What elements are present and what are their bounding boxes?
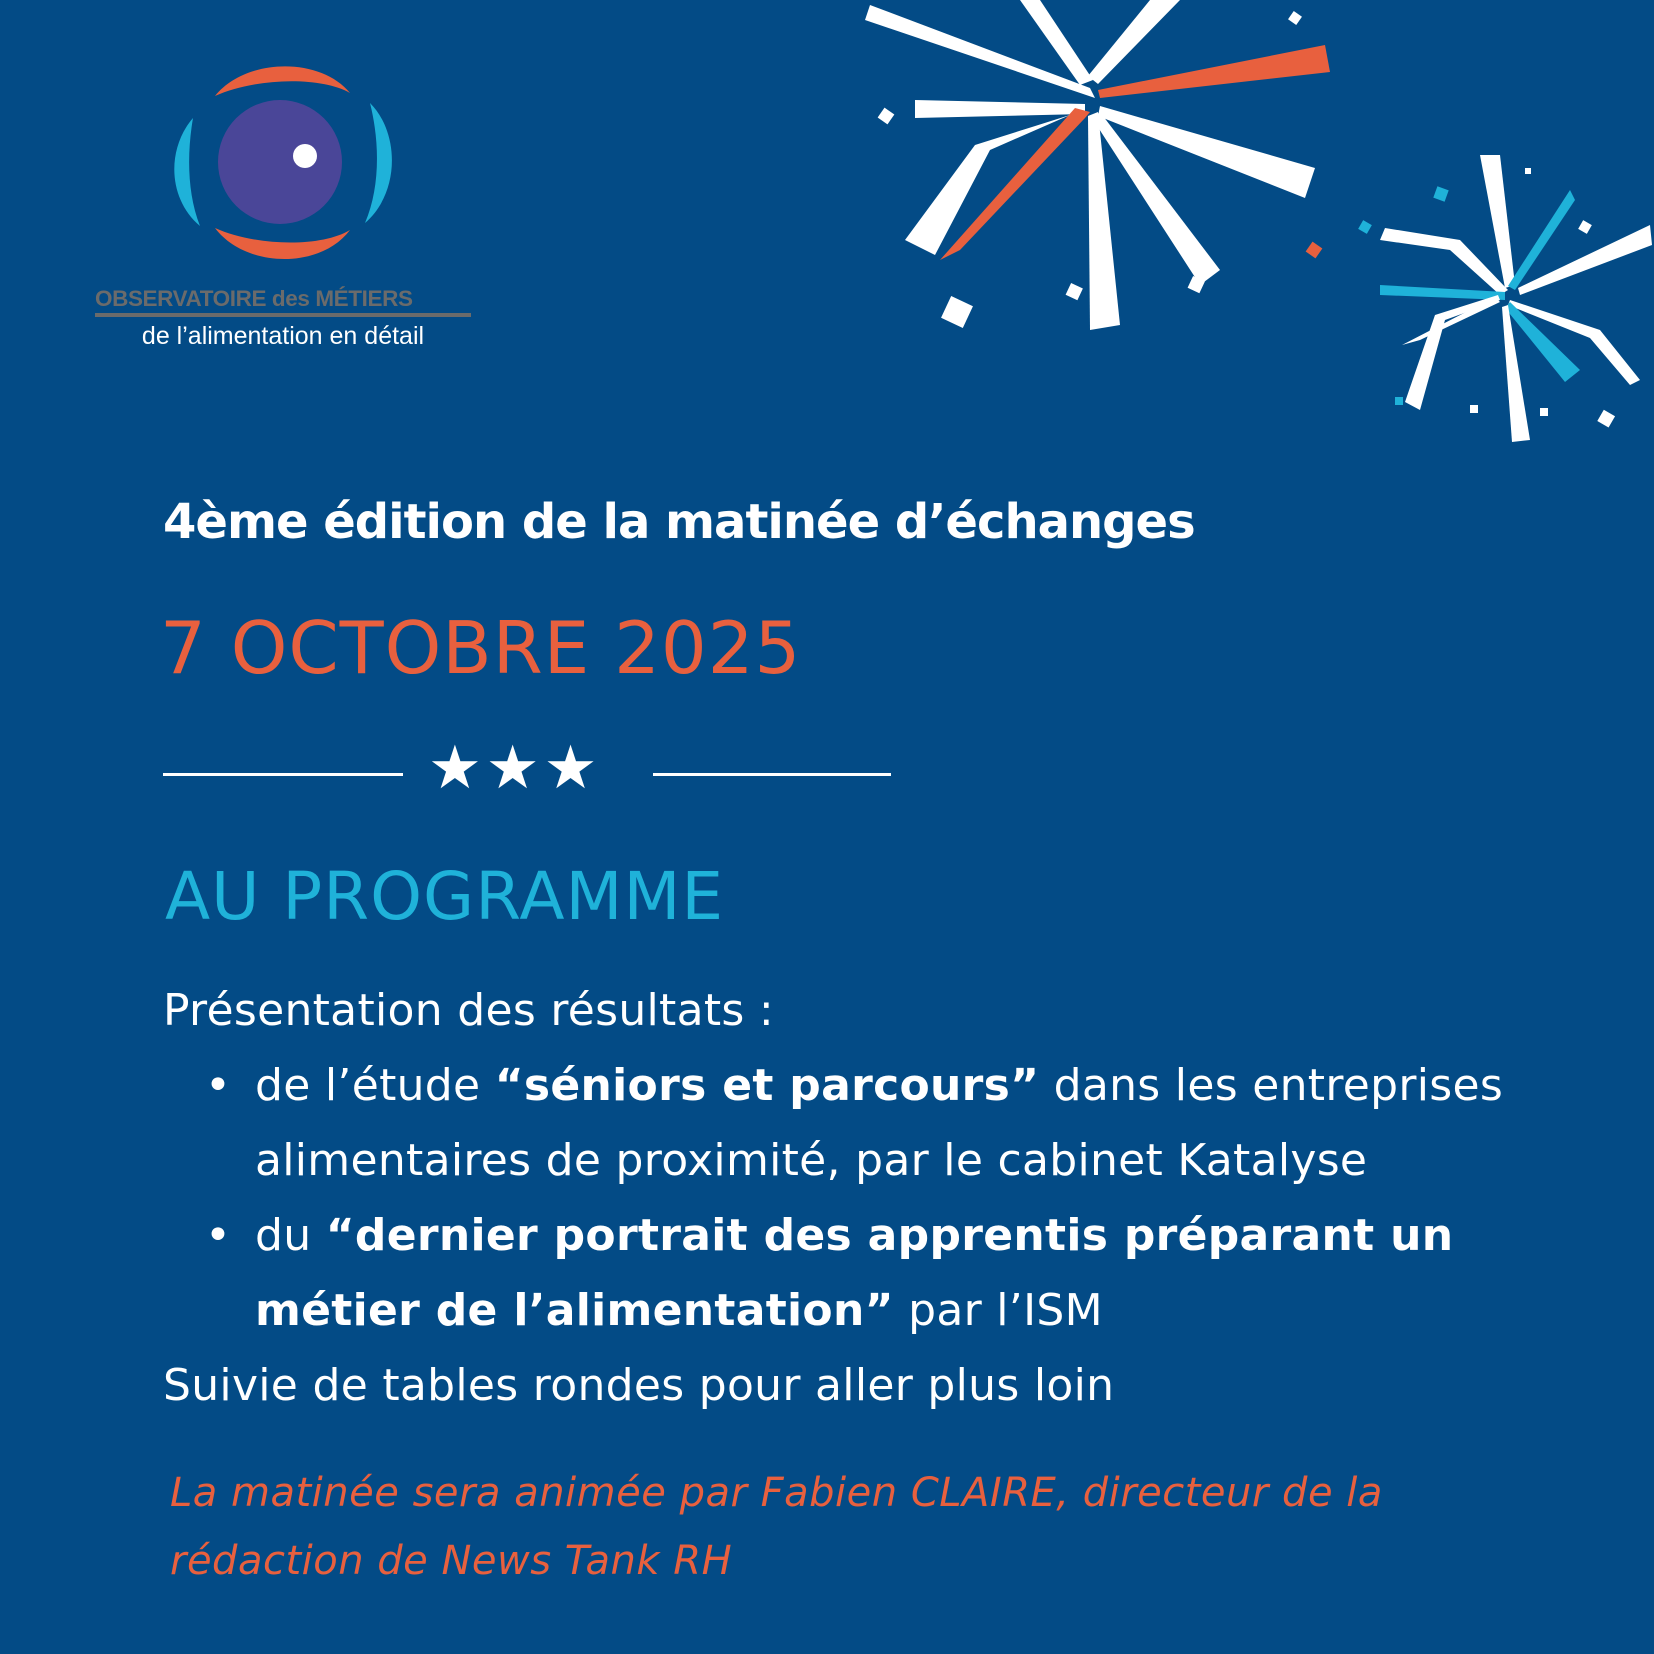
- program-intro: Présentation des résultats :: [163, 985, 775, 1036]
- followup-text: Suivie de tables rondes pour aller plus loin: [163, 1360, 1115, 1411]
- firework-large: [865, 0, 1330, 330]
- event-date: 7 OCTOBRE 2025: [160, 606, 802, 690]
- bullet-dot-icon: •: [205, 1060, 232, 1111]
- bullet-1-line-2: alimentaires de proximité, par le cabinet Katalyse: [255, 1135, 1368, 1186]
- bullet-2-study-title-cont: métier de l’alimentation”: [255, 1285, 894, 1336]
- section-heading: AU PROGRAMME: [165, 858, 725, 935]
- divider-right: [653, 773, 891, 776]
- bullet-2-text-pre: du: [255, 1210, 326, 1261]
- stars-icon: ★★★: [428, 733, 602, 803]
- event-title: 4ème édition de la matinée d’échanges: [163, 494, 1195, 550]
- bullet-dot-icon: •: [205, 1210, 232, 1261]
- logo-name: OBSERVATOIRE des MÉTIERS: [95, 286, 413, 311]
- divider-left: [163, 773, 403, 776]
- host-line-2: rédaction de News Tank RH: [170, 1538, 733, 1584]
- bullet-2-text-post: par l’ISM: [893, 1285, 1103, 1336]
- firework-small: [1358, 155, 1652, 442]
- bullet-2-line-2: [255, 1285, 1103, 1336]
- bullet-item-1: [255, 1060, 1503, 1111]
- bullet-1-text-post: dans les entreprises: [1039, 1060, 1504, 1111]
- host-line-1: La matinée sera animée par Fabien CLAIRE, directeur de la: [170, 1470, 1383, 1516]
- bullet-2-study-title: “dernier portrait des apprentis préparant un: [325, 1210, 1454, 1261]
- bullet-item-2: [255, 1210, 1453, 1261]
- bullet-1-study-title: “séniors et parcours”: [494, 1060, 1040, 1111]
- logo-subtitle: de l’alimentation en détail: [141, 322, 425, 350]
- bullet-1-text-pre: de l’étude: [255, 1060, 495, 1111]
- fireworks-icon: [0, 0, 1654, 460]
